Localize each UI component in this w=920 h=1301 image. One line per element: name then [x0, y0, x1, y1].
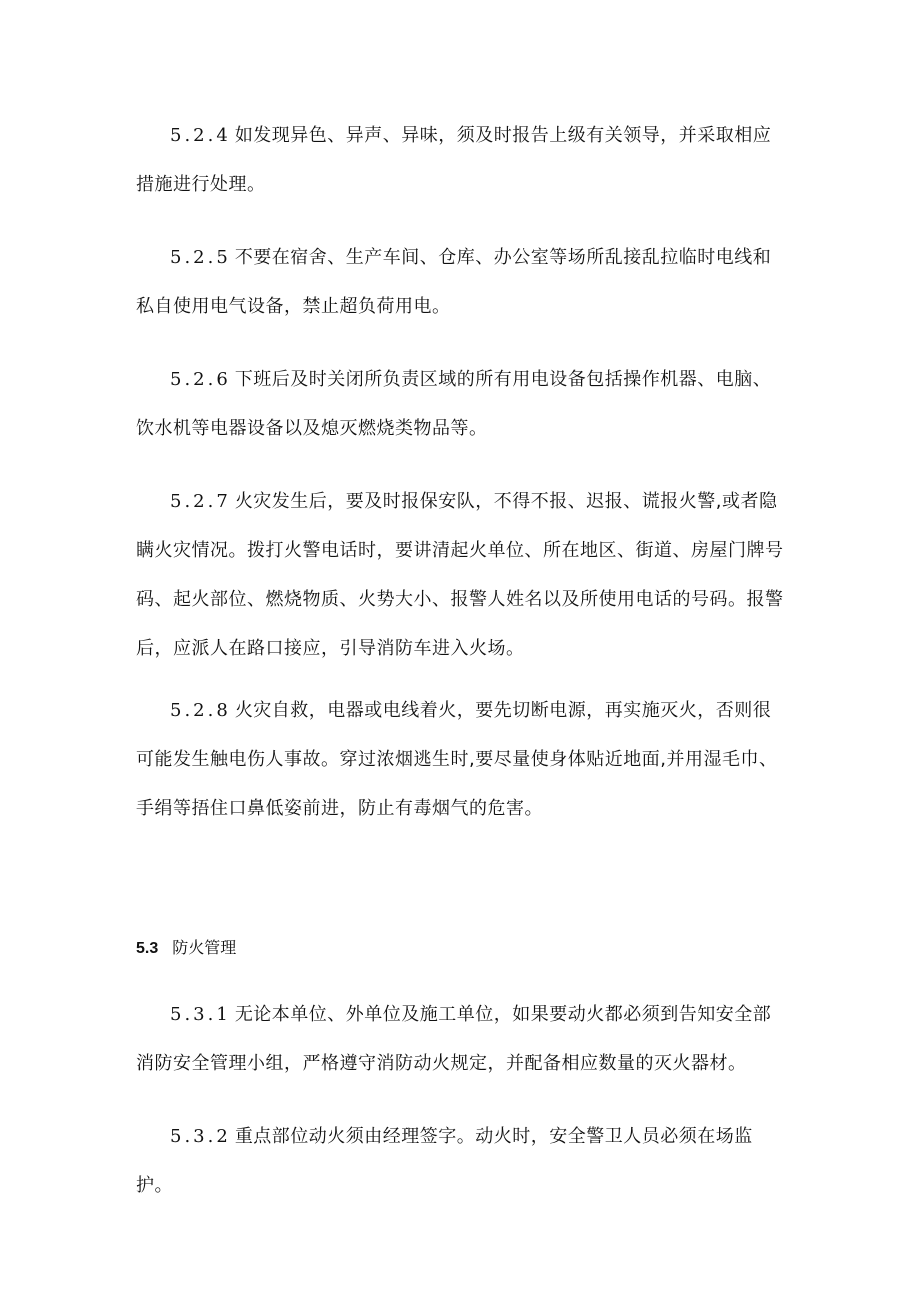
- paragraph-5-2-6: [136, 355, 786, 453]
- clause-number: 5.2.7: [170, 491, 231, 512]
- paragraph-5-2-5: [136, 233, 786, 331]
- paragraph-5-2-8: [136, 686, 786, 833]
- section-title: 防火管理: [172, 938, 237, 957]
- paragraph-5-2-7: [136, 477, 786, 673]
- section-heading: [136, 935, 236, 958]
- clause-number: 5.2.6: [170, 369, 231, 390]
- paragraph-5-3-1: [136, 990, 786, 1088]
- clause-text: 下班后及时关闭所负责区域的所有用电设备包括操作机器、电脑、饮水机等电器设备以及熄灭燃烧类物品等。: [136, 369, 772, 439]
- paragraph-5-3-2: [136, 1112, 786, 1210]
- clause-text: 火灾发生后，要及时报保安队，不得不报、迟报、谎报火警,或者隐瞒火灾情况。拨打火警电话时，要讲清起火单位、所在地区、街道、房屋门牌号码、起火部位、燃烧物质、火势大小、报警人姓名以及所使用电话的号码。报警后，应派人在路口接应，引导消防车进入火场。: [136, 491, 784, 659]
- clause-number: 5.2.8: [170, 700, 231, 721]
- clause-number: 5.3.1: [170, 1004, 231, 1025]
- clause-text: 火灾自救，电器或电线着火，要先切断电源，再实施灭火，否则很可能发生触电伤人事故。穿过浓烟逃生时,要尽量使身体贴近地面,并用湿毛巾、手绢等捂住口鼻低姿前进，防止有毒烟气的危害。: [136, 700, 778, 819]
- paragraph-5-2-4: [136, 111, 786, 209]
- clause-number: 5.2.4: [170, 125, 231, 146]
- clause-text: 如发现异色、异声、异味，须及时报告上级有关领导，并采取相应措施进行处理。: [136, 125, 772, 195]
- clause-number: 5.2.5: [170, 247, 231, 268]
- section-number: 5.3: [136, 940, 159, 957]
- clause-text: 不要在宿舍、生产车间、仓库、办公室等场所乱接乱拉临时电线和私自使用电气设备，禁止超负荷用电。: [136, 247, 772, 317]
- clause-text: 重点部位动火须由经理签字。动火时，安全警卫人员必须在场监护。: [136, 1126, 753, 1196]
- clause-number: 5.3.2: [170, 1126, 231, 1147]
- clause-text: 无论本单位、外单位及施工单位，如果要动火都必须到告知安全部消防安全管理小组，严格遵守消防动火规定，并配备相应数量的灭火器材。: [136, 1004, 772, 1074]
